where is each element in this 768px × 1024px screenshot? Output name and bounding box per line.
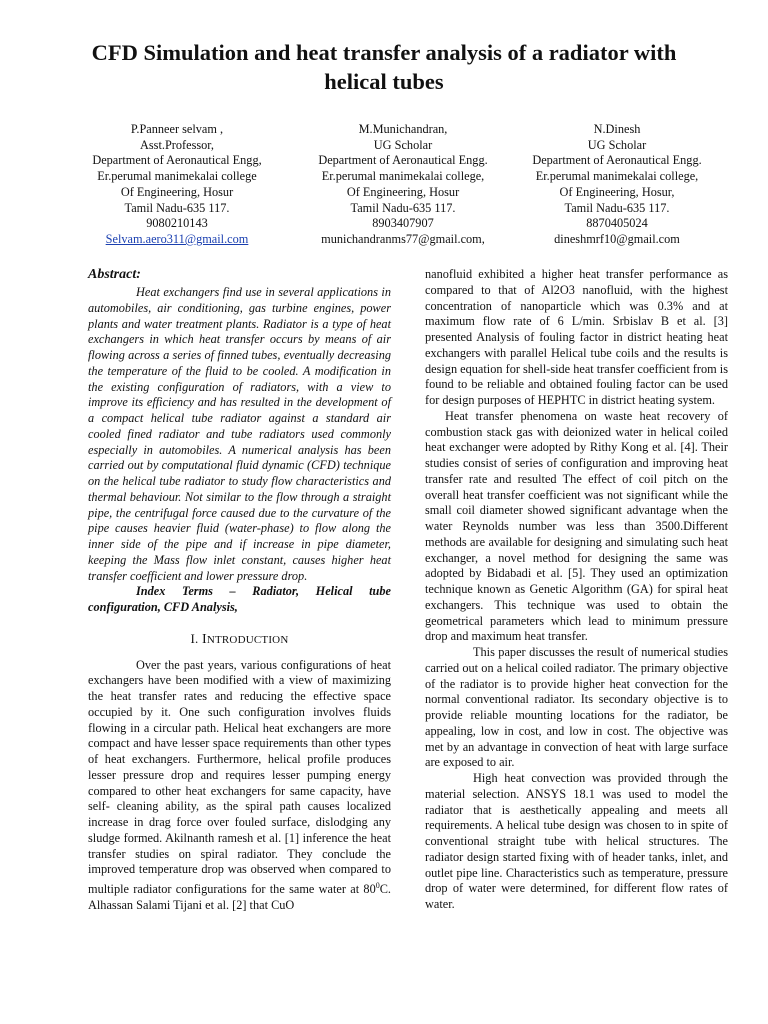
intro-p1-after: C. Alhassan Salami Tijani et al. [2] that CuO [88,882,391,912]
author-3-line: 8870405024 [586,216,648,231]
author-1-email-link[interactable]: Selvam.aero311@gmail.com [105,231,249,246]
author-2-line: Department of Aeronautical Engg. [318,153,488,168]
author-1-line: Asst.Professor, [140,137,214,152]
author-3-line: Of Engineering, Hosur, [559,184,675,199]
author-2-line: Er.perumal manimekalai college, [321,169,485,184]
author-block-3 [497,122,737,248]
section-heading-introduction [88,631,391,649]
right-paragraph-3: This paper discusses the result of numerical studies carried out on a helical coiled radiator. The primary objective of the radiator is to provide higher heat convection for the normal conventional radiator. Its secondary objective is to provide reliable mounting locations for the radiator, be appealing, low in cost, and low in cost. The objective was met by an advantage in convection of heat with large surface are exposed to air. [425,645,728,770]
author-1-line: Er.perumal manimekalai college [97,169,257,184]
right-paragraph-2: Heat transfer phenomena on waste heat recovery of combustion stack gas with deionized water in helical coiled heat exchanger were adopted by Rithy Kong et al. [4]. Their studies consist of series of configuration and improving heat transfer rate and resulted The effect of coil pitch on the overall heat transfer coefficient was not significant while the small coil diameter showed significant advantage when the water Reynolds number was less than 3500.Different methods are available for designing and simulating such heat exchanger, a novel method for designing the same was adopted by Bidabadi et al. [5]. They used an optimization technique known as Genetic Algorithm (GA) for spiral heat exchangers. This technique was used to obtain the geometrical parameters which lead to minimum pressure drop and maximum heat transfer. [425,408,728,644]
abstract-heading: Abstract: [88,267,141,282]
author-block-2 [283,122,523,248]
author-3-line: Tamil Nadu-635 117. [564,200,670,215]
author-3-line: UG Scholar [587,137,647,152]
author-3-line: Department of Aeronautical Engg. [532,153,702,168]
author-1-line: Of Engineering, Hosur [120,184,234,199]
author-2-line: UG Scholar [373,137,433,152]
author-2-line: 8903407907 [372,216,434,231]
index-terms: Index Terms – Radiator, Helical tube configuration, CFD Analysis, [88,584,391,614]
author-1-line: P.Panneer selvam , [130,122,224,136]
intro-paragraph-1 [88,658,391,914]
section-number: I. [190,630,199,646]
right-paragraph-4: High heat convection was provided through the material selection. ANSYS 18.1 was used to model the radiator that is aesthetically appealing and meets all requirements. A helical tube design was chosen to in spite of conventional straight tube with helical structures. The radiator design started fixing with of header tanks, inlet, and outlet pipe line. Characteristics such as temperature, pressure drop of water were determined, for different flow rates of water. [425,771,728,911]
right-column [425,267,728,913]
author-3-line: N.Dinesh [593,122,641,136]
section-rest: NTRODUCTION [206,633,289,646]
author-2-email: munichandranms77@gmail.com, [321,231,485,246]
degree-superscript: 0 [375,881,380,890]
abstract-text: Heat exchangers find use in several applications in automobiles, air conditioning, gas turbine engines, power plants and water treatment plants. Radiator is a type of heat exchangers in which heat transfer occurs by means of air flowing across a series of finned tubes, eventually decreasing the temperature of the fluid to be cooled. A modification in the existing configuration of radiators, with a view to improve its efficiency and has resulted in the development of a compact helical tube radiator against a standard air cooled fined radiator and tube radiators used commonly especially in automobiles. A numerical analysis has been carried out by computational fluid dynamic (CFD) technique on the helical tube radiator to study flow characteristics and thermal behaviour. Not similar to the flow through a straight pipe, the centrifugal force caused due to the curvature of the pipe causes heavier fluid (water-phase) to flow along the inner side of the pipe and if increase in pipe diameter, keeping the Mass flow inlet constant, causes higher heat transfer coefficient and lower pressure drop. [88,285,391,583]
author-2-line: M.Munichandran, [358,122,448,136]
paper-title: CFD Simulation and heat transfer analysis of a radiator with helical tubes [91,40,677,94]
author-3-line: Er.perumal manimekalai college, [535,169,699,184]
author-3-email: dineshmrf10@gmail.com [554,231,680,246]
left-column [88,266,391,914]
author-2-line: Tamil Nadu-635 117. [350,200,456,215]
author-block-1 [57,122,297,248]
right-paragraph-1: nanofluid exhibited a higher heat transfer performance as compared to that of Al2O3 nanofluid, with the highest concentration of nanoparticle which was 0.3% and at maximum flow rate of 6 L/min. Srbislav B et al. [3] presented Analysis of fouling factor in district heating heat exchangers with parallel Helical tube coils and the results is design equation for shell-side heat transfer coefficient from is found to be reliable and obtained fouling factor can be used for design purposes of HEPHTC in district heating system. [425,267,728,407]
author-1-line: Tamil Nadu-635 117. [124,200,230,215]
author-1-line: Department of Aeronautical Engg, [92,153,262,168]
section-initial: I [201,631,207,647]
author-2-line: Of Engineering, Hosur [346,184,460,199]
intro-p1-before: Over the past years, various configurations of heat exchangers have been modified with a view of maximizing the heat transfer rates and reducing the effective space occupied by it. One such configuration involves fluids flowing in a circular path. Helical heat exchangers are more compact and have lesser space requirements than other types of heat exchangers. Furthermore, helical profile produces lesser pressure drop and requires lesser pumping energy compared to other heat exchangers for same capacity, have self- cleaning ability, as the spiral path causes localized increase in drag force over fouled surface, dislodging any sludge formed. Akilnanth ramesh et al. [1] inference the heat transfer studies on spiral radiator. They conclude the improved temperature drop was observed when compared to multiple radiator configurations for the same water at 80 [88,657,391,897]
author-1-line: 9080210143 [146,216,208,231]
